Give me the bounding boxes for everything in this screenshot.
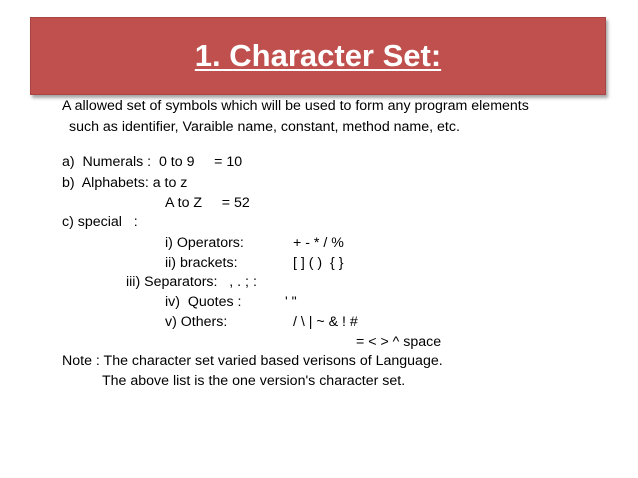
operators-value: + - * / %: [293, 235, 344, 251]
title-banner: [30, 17, 606, 95]
brackets-value: [ ] ( ) { }: [293, 255, 344, 271]
note-line-1: Note : The character set varied based verisons of Language.: [62, 353, 443, 369]
intro-line-2: such as identifier, Varaible name, constant, method name, etc.: [69, 119, 460, 135]
separators-line: iii) Separators: , . ; :: [126, 274, 257, 290]
uppercase-line: A to Z = 52: [165, 195, 250, 211]
note-line-2: The above list is the one version's character set.: [102, 373, 406, 389]
numerals-line: a) Numerals : 0 to 9 = 10: [62, 154, 243, 170]
others-value: / \ | ~ & ! #: [293, 314, 358, 330]
brackets-label: ii) brackets:: [165, 255, 238, 271]
quotes-value: ' ": [285, 294, 297, 310]
alphabets-line: b) Alphabets: a to z: [62, 175, 188, 191]
others-label: v) Others:: [165, 314, 228, 330]
quotes-label: iv) Quotes :: [165, 294, 242, 310]
operators-label: i) Operators:: [165, 235, 244, 251]
special-line: c) special :: [62, 214, 138, 230]
intro-line-1: A allowed set of symbols which will be used to form any program elements: [62, 98, 529, 114]
others-value-continued: = < > ^ space: [356, 334, 442, 350]
slide-title: 1. Character Set:: [194, 38, 442, 73]
